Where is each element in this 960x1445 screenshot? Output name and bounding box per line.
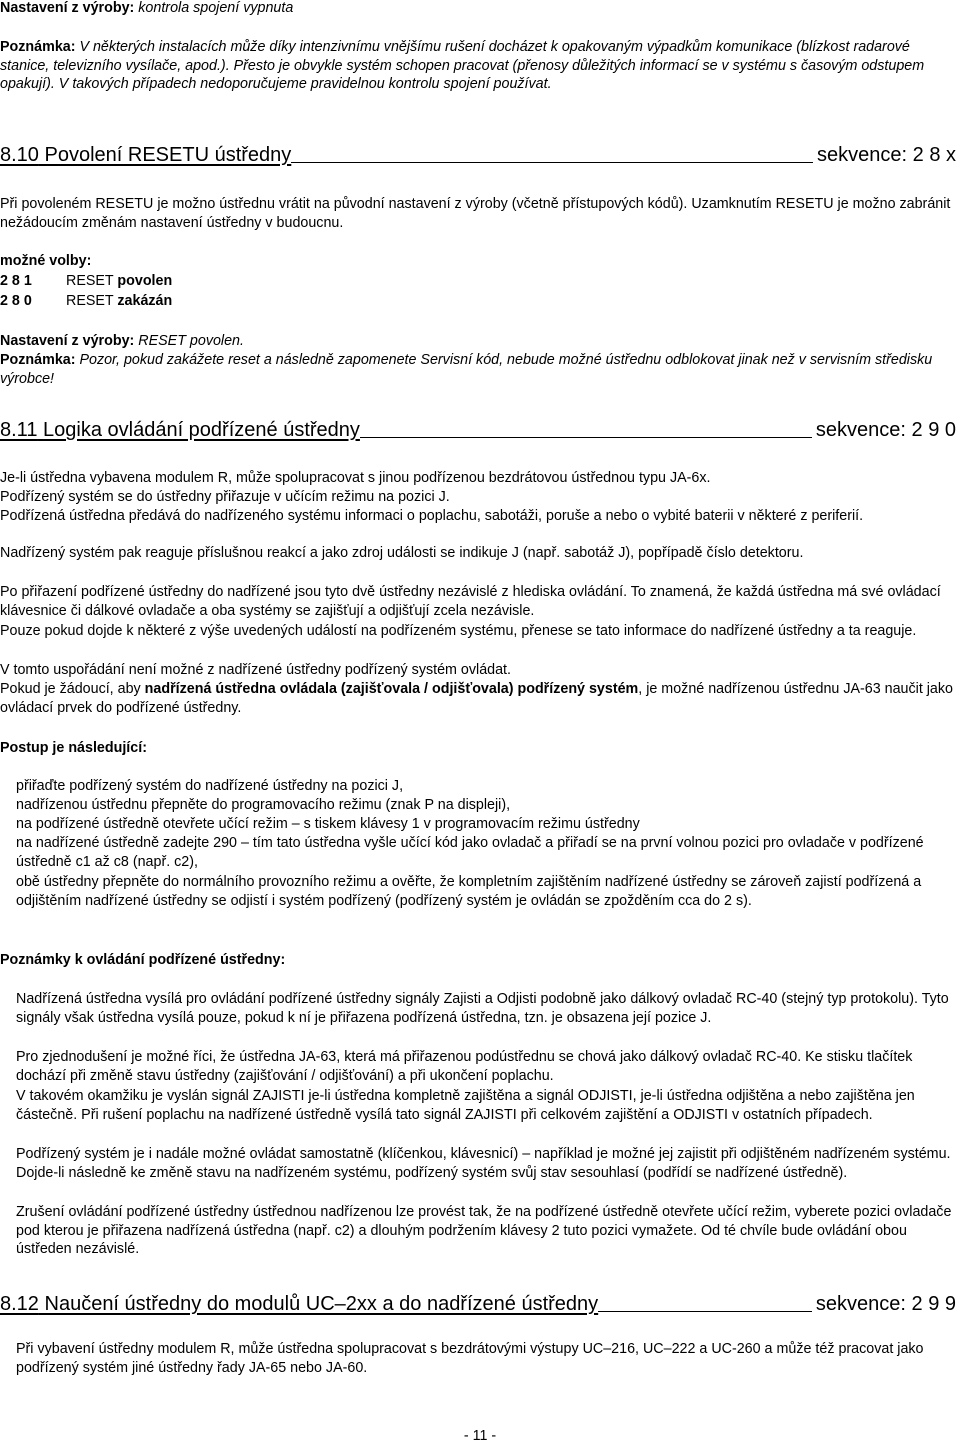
section-8-12-paragraph: Při vybavení ústředny modulem R, může ústředna spolupracovat s bezdrátovými výstupy UC–216, UC–222 a UC-260 a může též pracovat jako podřízený systém jiné ústředny řady JA-65 nebo JA-60. (16, 1341, 924, 1376)
note-paragraph: V takovém okamžiku je vyslán signál ZAJISTI je-li ústředna kompletně zajištěna a signál ODJISTI, je-li ústředna odjištěna a nebo zajištěna jen částečně. Při rušení poplachu na nadřízené ústředně vysílá tato signál ZAJISTI při celkovém zajištění a ODJISTI v ostatních případech. (16, 1088, 915, 1123)
notes-label: Poznámky k ovládání podřízené ústředny: (0, 952, 286, 968)
option-code: 2 8 1 (0, 273, 32, 289)
section-title: 8.11 Logika ovládání podřízené ústředny (0, 419, 360, 441)
note-label: Poznámka: (0, 352, 76, 368)
procedure-step: na podřízené ústředně otevřete učící režim – s tiskem klávesy 1 v programovacím režimu ústředny (16, 816, 640, 832)
body-line: Po přiřazení podřízené ústředny do nadřízené jsou tyto dvě ústředny nezávislé z hlediska ovládání. To znamená, že každá ústředna má své ovládací klávesnice či dálkové ovladače a oba systémy se zajišťují a odjišťují zcela nezávisle. (0, 584, 941, 619)
note-text: Pozor, pokud zakážete reset a následně zapomenete Servisní kód, nebude možné ústřednu odblokovat jinak než v servisním středisku výrobce! (0, 352, 933, 387)
note-paragraph: Pro zjednodušení je možné říci, že ústředna JA-63, která má přiřazenou podústřednu se chová jako dálkový ovladač RC-40. Ke stisku tlačítek dochází při změně stavu ústředny (zajišťování / odjišťování) a při ukončení poplachu. (16, 1049, 913, 1084)
section-sequence: sekvence: 2 8 x (817, 144, 956, 166)
section-sequence: sekvence: 2 9 0 (815, 419, 956, 441)
body-line: Podřízený systém se do ústředny přiřazuje v učícím režimu na pozici J. (0, 489, 450, 505)
heading-rule (360, 418, 812, 438)
heading-rule (291, 143, 813, 163)
setting-label: Nastavení z výroby: (0, 333, 135, 349)
setting-value: RESET povolen. (138, 333, 244, 349)
option-code: 2 8 0 (0, 293, 32, 309)
bold-phrase: nadřízená ústředna ovládala (zajišťovala / odjišťovala) podřízený systém (144, 681, 639, 697)
note-paragraph: Podřízený systém je i nadále možné ovládat samostatně (klíčenkou, klávesnicí) – například je možné jej zajistit při odjištěném nadřízeném systému. Dojde-li následně ke změně stavu na nadřízeném systému, podřízený systém svůj stav sesouhlasí (podřídí se nadřízené ústředně). (16, 1146, 951, 1181)
top-setting (0, 0, 956, 18)
section-8-12-heading (0, 1292, 956, 1316)
section-8-10-setting (0, 332, 956, 351)
section-8-11-heading (0, 418, 956, 442)
procedure-step: nadřízenou ústřednu přepněte do programovacího režimu (znak P na displeji), (16, 797, 511, 813)
section-8-10-paragraph: Při povoleném RESETU je možno ústřednu vrátit na původní nastavení z výroby (včetně přístupových kódů). Uzamknutím RESETU je možno zabránit nežádoucím změnám nastavení ústředny v budoucnu. (0, 196, 951, 231)
note-label: Poznámka: (0, 39, 76, 55)
note-text: V některých instalacích může díky intenzivnímu vnějšímu rušení docházet k opakovaným výpadkům komunikace (blízkost radarové stanice, televizního vysílače, apod.). Přesto je obvykle systém schopen pracovat (přenosy důležitých informací se v systému s časovým odstupem opakují). V takových případech nedoporučujeme pravidelnou kontrolu spojení používat. (0, 39, 925, 93)
body-line: Pokud je žádoucí, aby nadřízená ústředna ovládala (zajišťovala / odjišťovala) podřízený systém, je možné nadřízenou ústřednu JA-63 naučit jako ovládací prvek do podřízené ústředny. (0, 681, 953, 716)
section-title: 8.10 Povolení RESETU ústředny (0, 144, 292, 166)
body-line: V tomto uspořádání není možné z nadřízené ústředny podřízený systém ovládat. (0, 662, 512, 678)
option-row: 2 8 1 RESET povolen (0, 273, 173, 289)
note-paragraph: Zrušení ovládání podřízené ústředny ústřednou nadřízenou lze provést tak, že na podřízené ústředně otevřete učící režim, vyberete pozici ovladače pod kterou je přiřazena nadřízená ústředna (např. c2) a dlouhým podržením klávesy 2 tuto pozici vymažete. Od té chvíle bude ovládání obou ústředen nezávislé. (16, 1204, 952, 1258)
section-title: 8.12 Naučení ústředny do modulů UC–2xx a do nadřízené ústředny (0, 1293, 599, 1315)
procedure-label: Postup je následující: (0, 740, 147, 756)
option-row: 2 8 0 RESET zakázán (0, 293, 173, 309)
procedure-step: přiřaďte podřízený systém do nadřízené ústředny na pozici J, (16, 778, 404, 794)
section-8-10-heading (0, 143, 956, 167)
note-paragraph: Nadřízená ústředna vysílá pro ovládání podřízené ústředny signály Zajisti a Odjisti podobně jako dálkový ovladač RC-40 (stejný typ protokolu). Tyto signály však ústředna vysílá pouze, pokud k ní je přiřazena podřízená ústředna, tzn. je obsazena její pozice J. (16, 991, 949, 1026)
section-sequence: sekvence: 2 9 9 (815, 1293, 956, 1315)
procedure-step: obě ústředny přepněte do normálního provozního režimu a ověřte, že kompletním zajištěním nadřízené ústředny se zároveň zajistí podřízená a odjištěním nadřízené ústředny se odjistí i systém podřízený (podřízený systém je ovládán se zpožděním cca do 2 s). (16, 874, 922, 909)
body-line: Nadřízený systém pak reaguje příslušnou reakcí a jako zdroj události se indikuje J (např. sabotáž J), popřípadě číslo detektoru. (0, 545, 804, 561)
section-8-10-note (0, 351, 956, 388)
options-label: možné volby: (0, 253, 92, 269)
setting-value: kontrola spojení vypnuta (138, 0, 294, 16)
heading-rule (598, 1292, 812, 1312)
page-number: - 11 - (463, 1428, 497, 1444)
body-line: Je-li ústředna vybavena modulem R, může spolupracovat s jinou podřízenou bezdrátovou ústřednou typu JA-6x. (0, 470, 711, 486)
setting-label: Nastavení z výroby: (0, 0, 135, 16)
procedure-step: na nadřízené ústředně zadejte 290 – tím tato ústředna vyšle učící kód jako ovladač a přiřadí se na první volnou pozici pro ovladače v podřízené ústředně c1 až c8 (např. c2), (16, 835, 924, 870)
top-note (0, 38, 956, 94)
body-line: Pouze pokud dojde k některé z výše uvedených událostí na podřízeném systému, přenese se tato informace do nadřízené ústředny a ta reaguje. (0, 623, 917, 639)
body-line: Podřízená ústředna předává do nadřízeného systému informaci o poplachu, sabotáži, poruše a nebo o vybité baterii v některé z periferií. (0, 508, 864, 524)
